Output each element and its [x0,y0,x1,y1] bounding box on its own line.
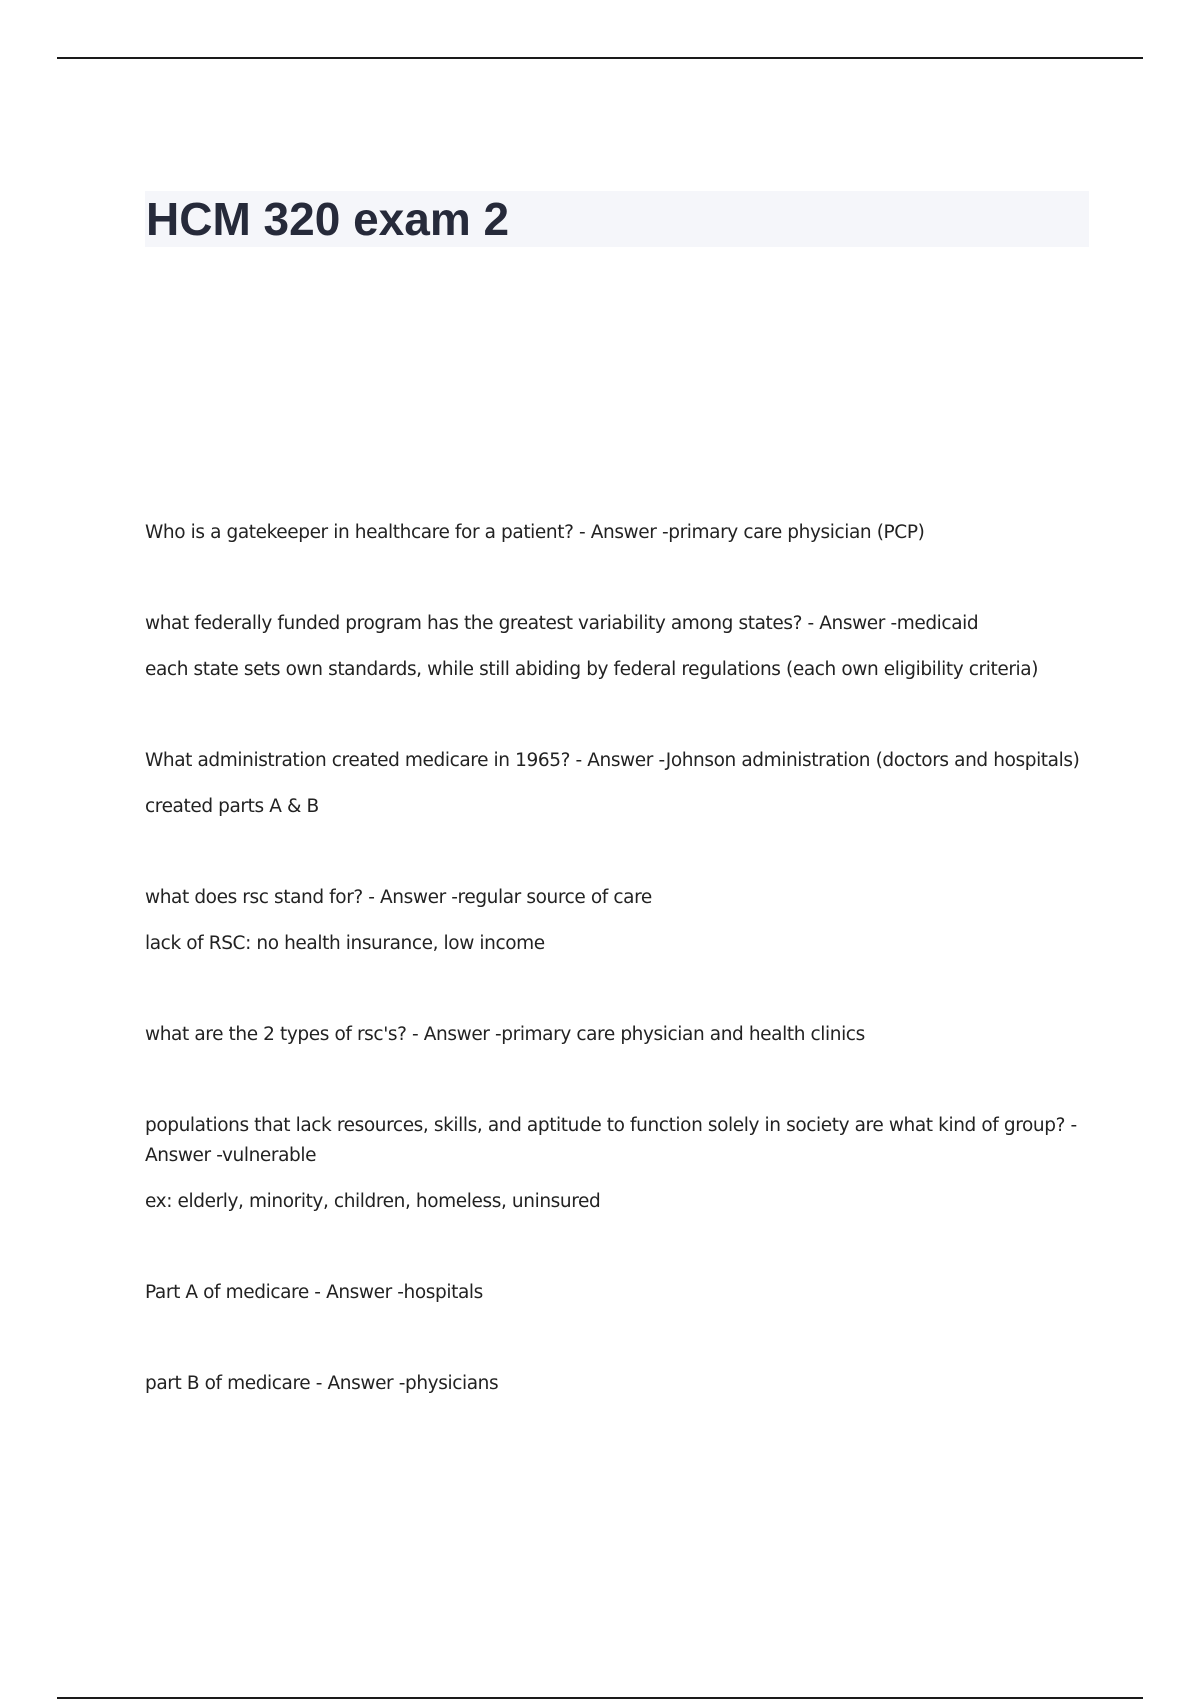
qa-list [145,518,1089,1460]
qa-question: What administration created medicare in 1965? - Answer -Johnson administration (doctors and hospitals) [145,750,1080,771]
qa-item [145,518,1089,548]
qa-question: what federally funded program has the greatest variability among states? - Answer -medicaid [145,613,979,634]
bottom-divider [57,1697,1143,1699]
qa-question: Who is a gatekeeper in healthcare for a patient? - Answer -primary care physician (PCP) [145,522,925,543]
qa-question: what are the 2 types of rsc's? - Answer -primary care physician and health clinics [145,1024,865,1045]
qa-note: ex: elderly, minority, children, homeless, uninsured [145,1191,601,1212]
qa-item [145,1278,1089,1308]
qa-question: populations that lack resources, skills, and aptitude to function solely in society are what kind of group? - Answer -vulnerable [145,1115,1077,1166]
qa-item [145,1369,1089,1399]
qa-question: part B of medicare - Answer -physicians [145,1373,499,1394]
qa-question: Part A of medicare - Answer -hospitals [145,1282,483,1303]
qa-item [145,609,1089,685]
qa-note: lack of RSC: no health insurance, low income [145,933,545,954]
top-divider [57,57,1143,59]
qa-item [145,1111,1089,1217]
qa-note: created parts A & B [145,796,319,817]
qa-question: what does rsc stand for? - Answer -regular source of care [145,887,652,908]
qa-item [145,1020,1089,1050]
document-title: HCM 320 exam 2 [146,193,510,245]
qa-note: each state sets own standards, while still abiding by federal regulations (each own eligibility criteria) [145,659,1039,680]
qa-item [145,746,1089,822]
qa-item [145,883,1089,959]
